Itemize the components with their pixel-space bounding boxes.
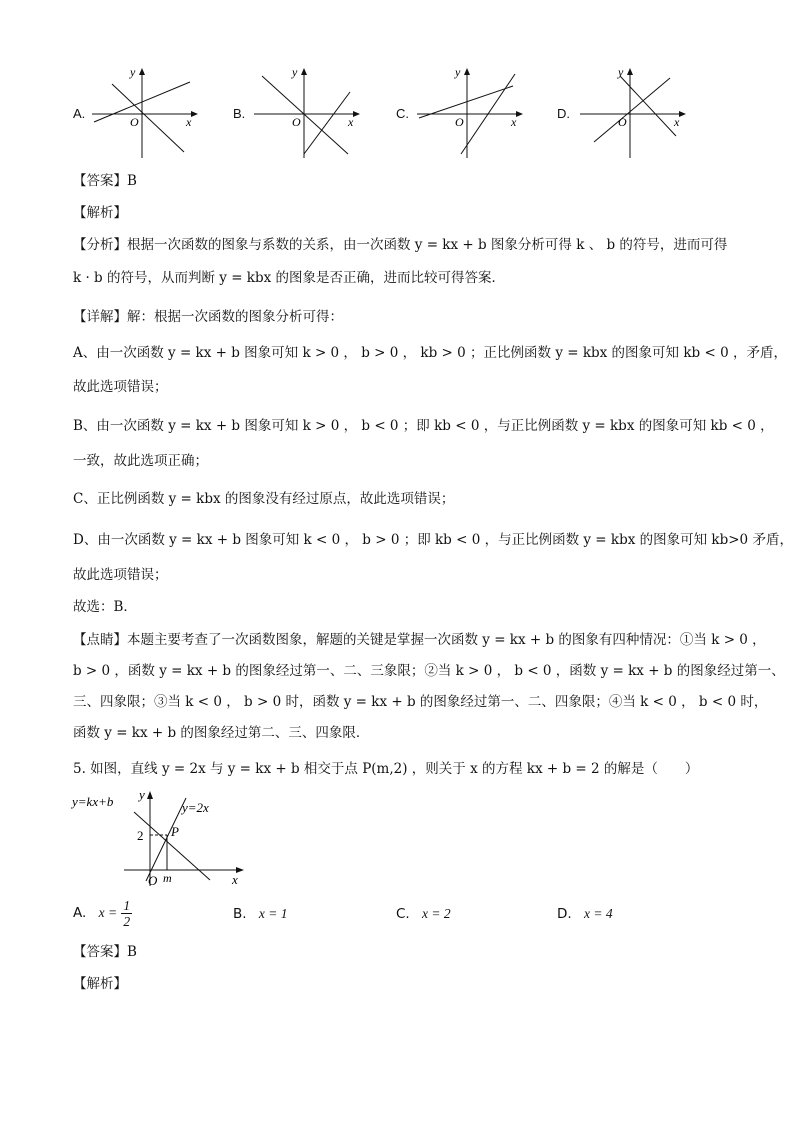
line-2x-label: y=2x: [182, 800, 209, 815]
q5-option-c: [396, 906, 451, 922]
q4-option-b-line-2: 一致，故此选项正确；: [73, 453, 208, 469]
option-label: B.: [233, 906, 247, 922]
origin-label: O: [130, 115, 139, 129]
q4-option-a-line-1: A、由一次函数 y = kx + b 图象可知 k > 0 ， b > 0 ， kb > 0 ；正比例函数 y = kbx 的图象可知 kb < 0 ，矛盾，: [73, 345, 787, 361]
q5-option-d: [557, 906, 613, 922]
y-axis-label: y: [130, 65, 136, 79]
q5-option-a: [73, 898, 132, 929]
option-d-label: D.: [557, 106, 570, 121]
graph-option-b: [252, 62, 362, 162]
y-axis-label: y: [618, 65, 624, 79]
option-label: D.: [557, 906, 572, 922]
q5-answer: 【答案】B: [73, 944, 137, 960]
graph-option-a: [90, 62, 200, 162]
option-a-prefix: x =: [98, 905, 118, 920]
q4-dianjing-line-3: 三、四象限；③当 k < 0 ， b > 0 时，函数 y = kx + b 的图象经过第一、二、四象限；④当 k < 0 ， b < 0 时，: [73, 694, 768, 710]
option-b-label: B.: [233, 106, 246, 121]
q4-answer: 【答案】B: [73, 173, 137, 189]
q4-fenxi-line-1: 【分析】根据一次函数的图象与系数的关系，由一次函数 y = kx + b 图象分析可得 k 、 b 的符号，进而可得: [73, 237, 728, 253]
graph-option-d: [578, 62, 688, 162]
x-tick-m: m: [163, 871, 172, 885]
q4-dianjing-line-4: 函数 y = kx + b 的图象经过第二、三、四象限．: [73, 725, 370, 741]
q4-option-d-line-1: D、由一次函数 y = kx + b 图象可知 k < 0 ， b > 0 ；即 kb < 0 ，与正比例函数 y = kbx 的图象可知 kb>0 矛盾，: [73, 532, 793, 548]
q4-analysis-heading: 【解析】: [73, 205, 127, 221]
q4-xiangjie: 【详解】解：根据一次函数的图象分析可得：: [73, 309, 343, 325]
option-label: A.: [73, 905, 87, 921]
q4-option-a-line-2: 故此选项错误；: [73, 379, 168, 395]
x-axis-label: x: [348, 115, 354, 129]
graph-option-c: [415, 62, 525, 162]
y-axis-label: y: [292, 65, 298, 79]
option-a-label: A.: [73, 106, 86, 121]
option-d-text: x = 4: [583, 906, 613, 921]
fraction-one-half: $\frac{1}{2}$: [123, 898, 131, 929]
origin-label: O: [292, 115, 301, 129]
q5-graph: [70, 786, 250, 892]
q5-analysis-heading: 【解析】: [73, 976, 127, 992]
origin-label: O: [618, 115, 627, 129]
origin-label: O: [455, 115, 464, 129]
y-axis-label: y: [139, 787, 145, 802]
x-axis-label: x: [511, 115, 517, 129]
q4-option-c-line: C、正比例函数 y = kbx 的图象没有经过原点，故此选项错误；: [73, 491, 455, 507]
y-tick-2: 2: [137, 828, 144, 843]
q4-dianjing-line-1: 【点睛】本题主要考查了一次函数图象，解题的关键是掌握一次函数 y = kx + b 的图象有四种情况：①当 k > 0 ，: [73, 632, 766, 648]
q4-choose: 故选：B．: [73, 599, 137, 615]
option-c-text: x = 2: [422, 906, 451, 921]
x-axis-label: x: [674, 115, 680, 129]
option-b-text: x = 1: [258, 906, 288, 921]
q4-dianjing-line-2: b > 0 ，函数 y = kx + b 的图象经过第一、二、三象限；②当 k > 0 ， b < 0 ，函数 y = kx + b 的图象经过第一、: [73, 663, 785, 679]
q5-option-b: [233, 906, 287, 922]
x-axis-label: x: [186, 115, 192, 129]
q4-fenxi-line-2: k · b 的符号，从而判断 y = kbx 的图象是否正确，进而比较可得答案．: [73, 270, 506, 286]
point-p-label: P: [171, 824, 179, 839]
option-c-label: C.: [396, 106, 409, 121]
option-label: C.: [396, 906, 410, 922]
line-kx-b-label: y=kx+b: [72, 794, 114, 809]
q5-stem: 5. 如图，直线 y = 2x 与 y = kx + b 相交于点 P(m,2) ，则关于 x 的方程 kx + b = 2 的解是（ ）: [73, 761, 699, 777]
q4-option-b-line-1: B、由一次函数 y = kx + b 图象可知 k > 0 ， b < 0 ；即 kb < 0 ，与正比例函数 y = kbx 的图象可知 kb < 0 ，: [73, 418, 774, 434]
y-axis-label: y: [455, 65, 461, 79]
origin-label: O: [148, 873, 158, 888]
q4-option-d-line-2: 故此选项错误；: [73, 567, 168, 583]
x-axis-label: x: [232, 872, 238, 887]
